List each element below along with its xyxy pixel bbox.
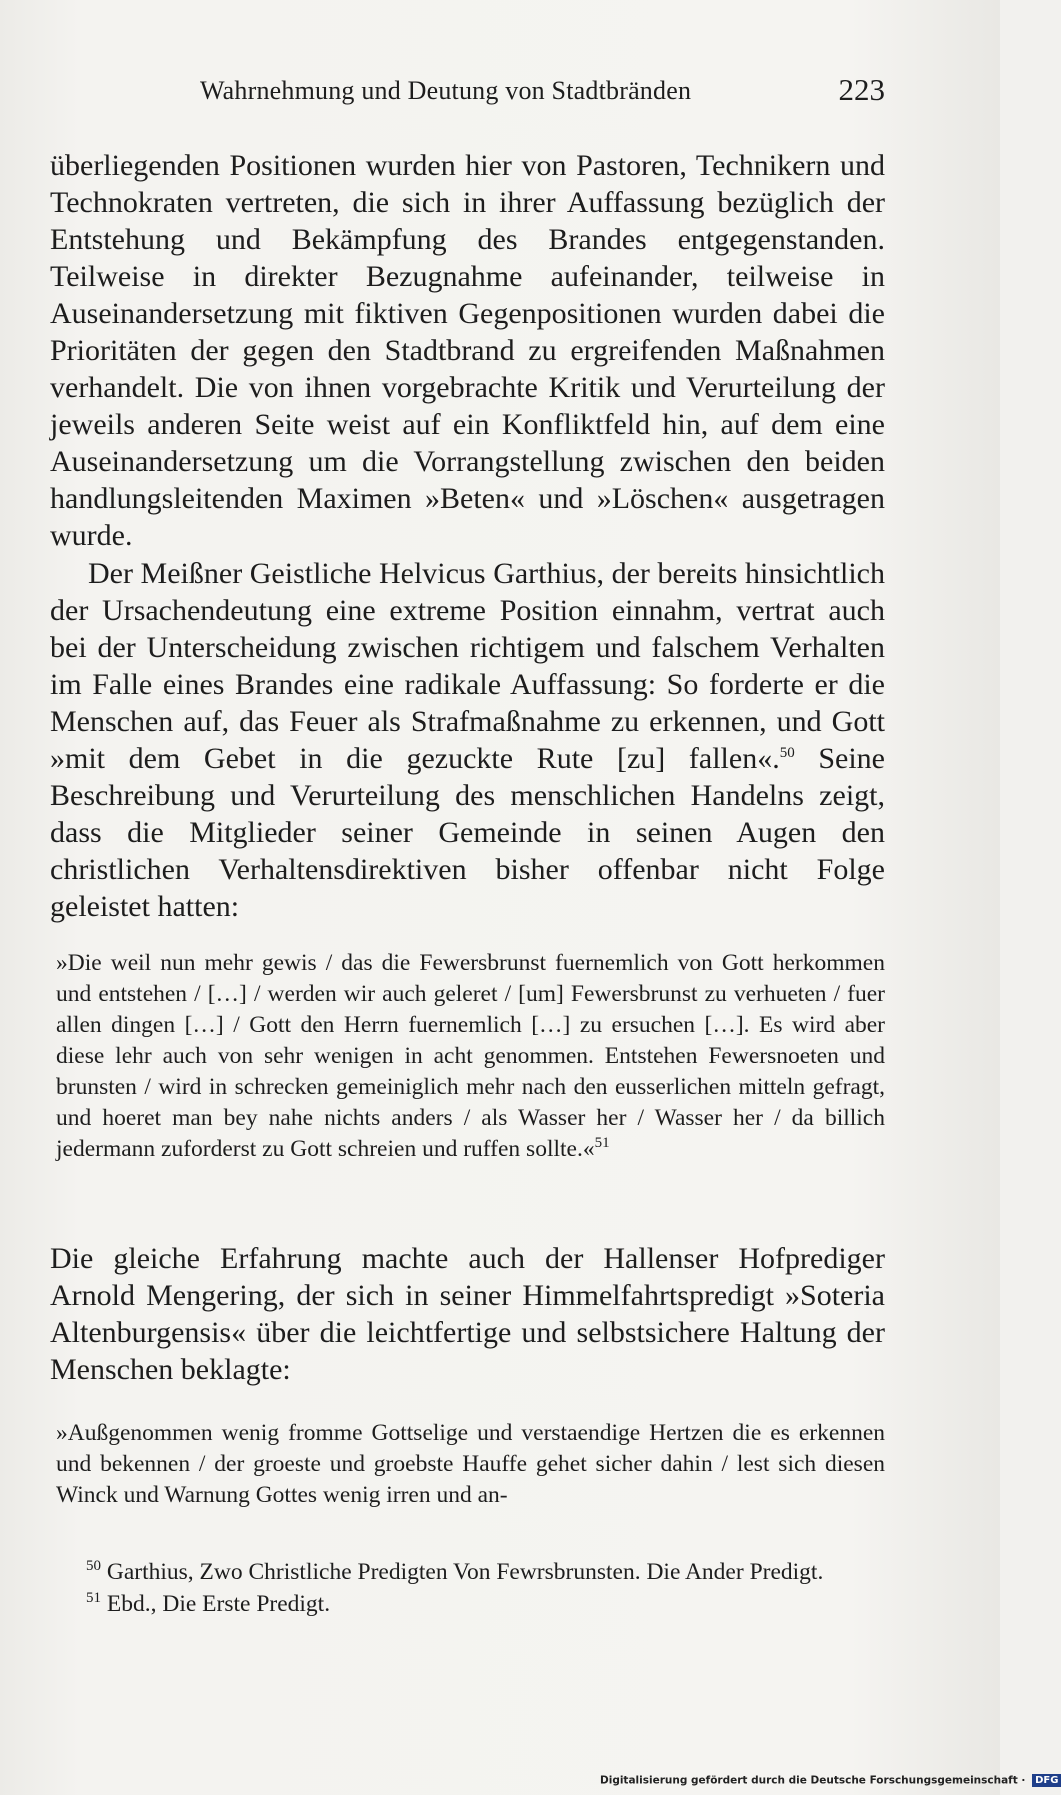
- footnote-50: [50, 1556, 885, 1588]
- footnote-text: Garthius, Zwo Christliche Predigten Von Fewrsbrunsten. Die Ander Predigt.: [101, 1559, 824, 1585]
- footnotes: [50, 1556, 885, 1620]
- dfg-logo: DFG: [1032, 1774, 1061, 1787]
- footnote-text: Ebd., Die Erste Predigt.: [101, 1591, 331, 1617]
- footnote-ref-50[interactable]: 50: [779, 745, 795, 761]
- page-header: [50, 72, 885, 112]
- footer-text: Digitalisierung gefördert durch die Deutsche Forschungsgemeinschaft ·: [600, 1774, 1026, 1787]
- footnote-number: 50: [86, 1558, 101, 1575]
- paragraph-2-text-a: Der Meißner Geistliche Helvicus Garthius, der bereits hinsichtlich der Ursachendeutung eine extreme Position einnahm, vertrat auch bei der Unterscheidung zwischen richtigem und falschem Verhalten im Falle eines Brandes eine radikale Auffassung: So forderte er die Menschen auf, das Feuer als Strafmaßnahme zu erkennen, und Gott »mit dem Gebet in die gezuckte Rute [zu] fallen«.: [50, 557, 885, 775]
- footnote-number: 51: [86, 1590, 101, 1607]
- digitization-footer: [600, 1774, 1059, 1795]
- footnote-ref-51[interactable]: 51: [594, 1135, 610, 1152]
- paragraph-2-text-b: Seine Beschreibung und Verurteilung des menschlichen Handelns zeigt, dass die Mitglieder seiner Gemeinde in seinen Augen den christlichen Verhaltensdirektiven bisher offenbar nicht Folge geleistet hatten:: [50, 742, 885, 923]
- paragraph-2: [50, 555, 885, 925]
- block-quote-1: [56, 948, 885, 1165]
- block-quote-1-text: »Die weil nun mehr gewis / das die Fewersbrunst fuernemlich von Gott herkommen und entstehen / […] / werden wir auch geleret / [um] Fewersbrunst zu verhueten / fuer allen dingen […] / Gott den Herrn fuernemlich […] zu ersuchen […]. Es wird aber diese lehr auch von sehr wenigen in acht genommen. Entstehen Fewersnoeten und brunsten / wird in schrecken gemeiniglich mehr nach den eusserlichen mitteln gefragt, und hoeret man bey nahe nichts anders / als Wasser her / Wasser her / da billich jedermann zuforderst zu Gott schreien und ruffen sollte.«: [56, 950, 885, 1162]
- running-head: Wahrnehmung und Deutung von Stadtbränden: [200, 76, 692, 105]
- page-number: 223: [838, 72, 885, 107]
- paragraph-3: Die gleiche Erfahrung machte auch der Hallenser Hofprediger Arnold Mengering, der sich in seiner Himmelfahrtspredigt »Soteria Altenburgensis« über die leichtfertige und selbstsichere Haltung der Menschen beklagte:: [50, 1242, 885, 1386]
- footnote-51: [50, 1588, 885, 1620]
- block-quote-2: »Außgenommen wenig fromme Gottselige und verstaendige Hertzen die es erkennen und bekennen / der groeste und groebste Hauffe gehet sicher dahin / lest sich diesen Winck und Warnung Gottes wenig irren und an-: [56, 1420, 885, 1508]
- paragraph-1: überliegenden Positionen wurden hier von Pastoren, Technikern und Technokraten vertreten, die sich in ihrer Auffassung bezüglich der Entstehung und Bekämpfung des Brandes entgegenstanden. Teilweise in direkter Bezugnahme aufeinander, teilweise in Auseinandersetzung mit fiktiven Gegenpositionen wurden dabei die Prioritäten der gegen den Stadtbrand zu ergreifenden Maßnahmen verhandelt. Die von ihnen vorgebrachte Kritik und Verurteilung der jeweils anderen Seite weist auf ein Konfliktfeld hin, auf dem eine Auseinandersetzung um die Vorrangstellung zwischen den beiden handlungsleitenden Maximen »Beten« und »Löschen« ausgetragen wurde.: [50, 149, 885, 552]
